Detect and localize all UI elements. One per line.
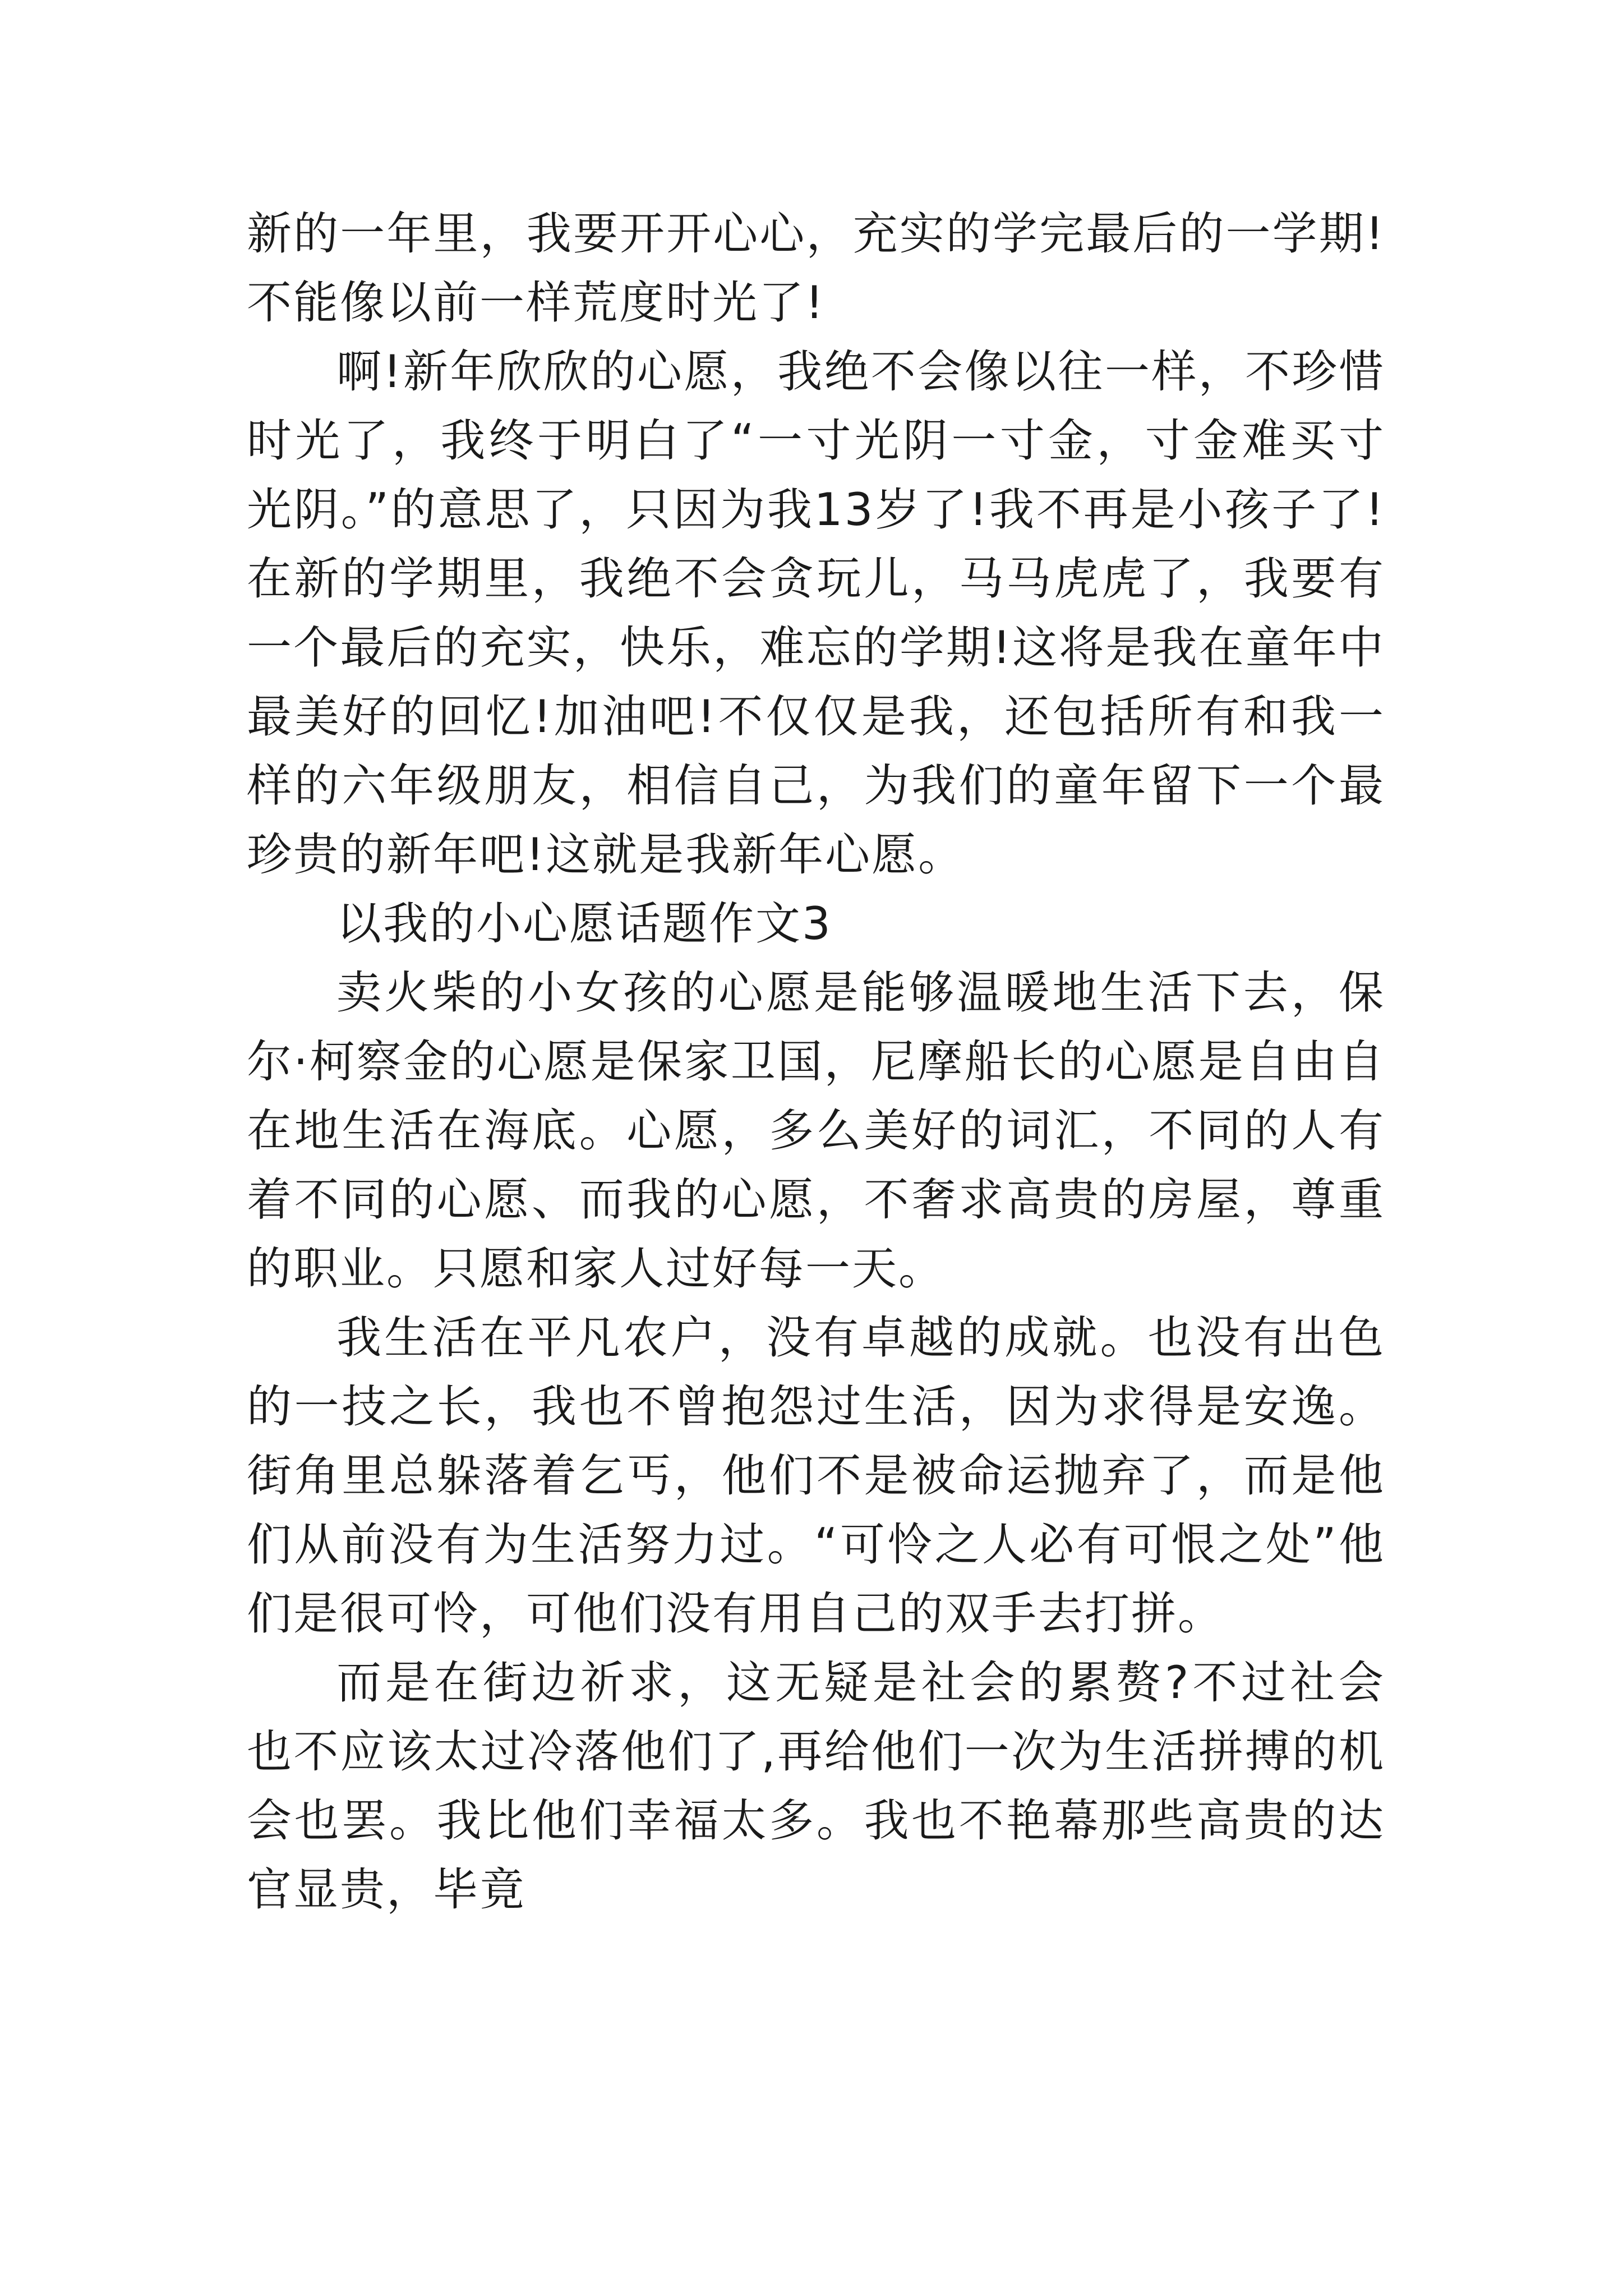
paragraph: 啊!新年欣欣的心愿，我绝不会像以往一样，不珍惜时光了，我终于明白了“一寸光阴一寸金，寸金难买寸光阴。”的意思了，只因为我13岁了!我不再是小孩子了!在新的学期里，我绝不会贪玩儿，马马虎虎了，我要有一个最后的充实，快乐，难忘的学期!这将是我在童年中最美好的回忆!加油吧!不仅仅是我，还包括所有和我一样的六年级朋友，相信自己，为我们的童年留下一个最珍贵的新年吧!这就是我新年心愿。 bbox=[247, 346, 1385, 881]
paragraph: 而是在街边祈求，这无疑是社会的累赘?不过社会也不应该太过冷落他们了,再给他们一次为生活拼搏的机会也罢。我比他们幸福太多。我也不艳幕那些高贵的达官显贵，毕竟 bbox=[247, 1657, 1385, 1916]
paragraph: 卖火柴的小女孩的心愿是能够温暖地生活下去，保尔·柯察金的心愿是保家卫国，尼摩船长的心愿是自由自在地生活在海底。心愿，多么美好的词汇，不同的人有着不同的心愿、而我的心愿，不奢求高贵的房屋，尊重的职业。只愿和家人过好每一天。 bbox=[247, 967, 1385, 1295]
paragraph: 新的一年里，我要开开心心，充实的学完最后的一学期!不能像以前一样荒度时光了! bbox=[247, 208, 1385, 329]
section-heading: 以我的小心愿话题作文3 bbox=[336, 898, 832, 950]
paragraph: 我生活在平凡农户，没有卓越的成就。也没有出色的一技之长，我也不曾抱怨过生活，因为求得是安逸。街角里总躲落着乞丐，他们不是被命运抛弃了，而是他们从前没有为生活努力过。“可怜之人必有可恨之处”他们是很可怜，可他们没有用自己的双手去打拼。 bbox=[247, 1312, 1385, 1640]
document-body bbox=[247, 199, 1385, 1924]
